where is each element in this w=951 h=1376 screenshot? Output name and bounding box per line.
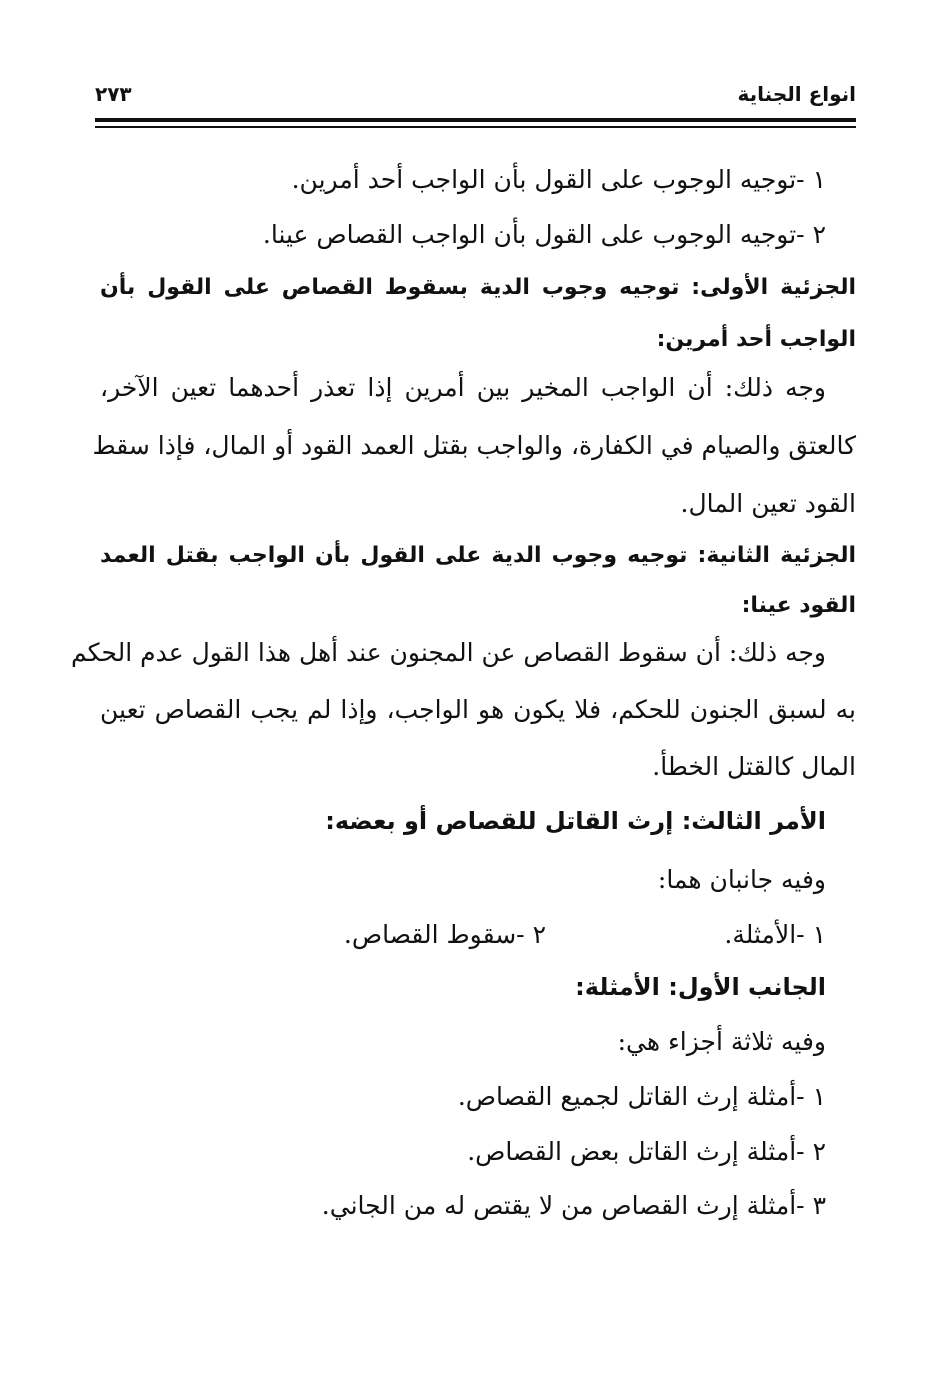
header-rule-thin [95,126,856,128]
page-number: ٢٧٣ [95,82,132,106]
list-item: ١ -الأمثلة. [724,920,826,949]
subsection-heading-cont: الواجب أحد أمرين: [656,327,856,352]
paragraph-line: به لسبق الجنون للحكم، فلا يكون هو الواجب، وإذا لم يجب القصاص تعين [100,695,856,724]
subsection-heading: الجزئية الثانية: توجيه وجوب الدية على القول بأن الواجب بقتل العمد [100,543,856,568]
list-item: ٢ -سقوط القصاص. [343,920,546,949]
running-header [95,78,856,118]
subsection-heading-cont: القود عينا: [741,593,856,618]
list-item: ١ -أمثلة إرث القاتل لجميع القصاص. [457,1082,826,1111]
paragraph-line: كالعتق والصيام في الكفارة، والواجب بقتل العمد القود أو المال، فإذا سقط [92,431,856,460]
paragraph-line: وفيه ثلاثة أجزاء هي: [617,1027,826,1056]
list-item: ٣ -أمثلة إرث القصاص من لا يقتص له من الجاني. [321,1191,826,1220]
paragraph-line: وجه ذلك: أن الواجب المخير بين أمرين إذا تعذر أحدهما تعين الآخر، [100,373,826,402]
list-item: ١ -توجيه الوجوب على القول بأن الواجب أحد أمرين. [291,165,826,194]
paragraph-line: وفيه جانبان هما: [657,865,826,894]
paragraph-line: القود تعين المال. [680,489,856,518]
section-heading: الجانب الأول: الأمثلة: [575,973,826,1001]
list-item: ٢ -أمثلة إرث القاتل بعض القصاص. [467,1137,826,1166]
header-rule-thick [95,118,856,122]
subsection-heading: الجزئية الأولى: توجيه وجوب الدية بسقوط القصاص على القول بأن [100,275,856,300]
paragraph-line: المال كالقتل الخطأ. [652,752,856,781]
paragraph-line: وجه ذلك: أن سقوط القصاص عن المجنون عند أهل هذا القول عدم الحكم [71,638,826,667]
section-heading: الأمر الثالث: إرث القاتل للقصاص أو بعضه: [325,807,826,835]
list-item: ٢ -توجيه الوجوب على القول بأن الواجب القصاص عينا. [262,220,826,249]
chapter-title: انواع الجناية [737,82,856,106]
